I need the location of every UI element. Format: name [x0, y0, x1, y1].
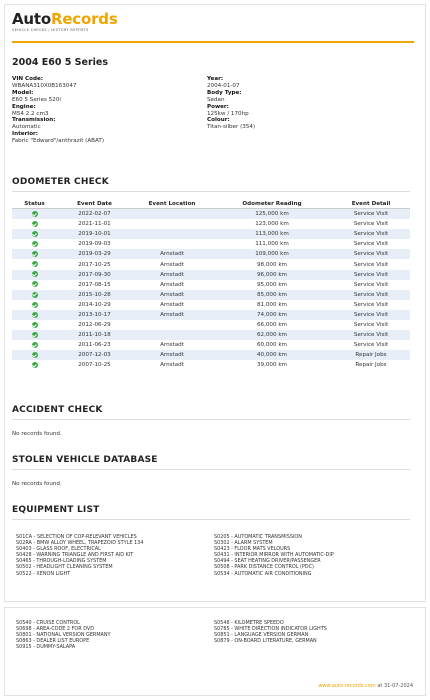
odometer-reading-cell: 125,000 km [212, 209, 332, 220]
spec-label: Engine: [12, 103, 36, 110]
odometer-reading-cell: 74,000 km [212, 310, 332, 320]
equipment-item: S0801 - NATIONAL VERSION GERMANY [16, 632, 111, 639]
equipment-section-title: EQUIPMENT LIST [12, 505, 100, 515]
check-circle-icon [32, 292, 38, 298]
event-location-cell: Arnstadt [160, 362, 184, 369]
equipment-item: S0431 - INTERIOR MIRROR WITH AUTOMATIC-DIP [214, 552, 334, 559]
equipment-list-right [214, 534, 334, 577]
status-cell [12, 229, 57, 239]
col-status: Status [12, 199, 57, 209]
report-date: at 31-07-2024 [377, 683, 413, 689]
event-detail-cell: Service Visit [332, 290, 410, 300]
check-circle-icon [32, 271, 38, 277]
equipment-item: S0698 - AREA-CODE 2 FOR DVD [16, 626, 95, 633]
equipment-item: S0428 - WARNING TRIANGLE AND FIRST AID KIT [16, 552, 134, 559]
stolen-section-title: STOLEN VEHICLE DATABASE [12, 455, 158, 465]
event-date-cell: 2015-10-28 [57, 290, 132, 300]
stolen-no-records: No records found. [12, 481, 62, 487]
odometer-reading-cell: 81,000 km [256, 301, 288, 308]
brand-name-part2: Records [50, 10, 118, 28]
spec-value: Sedan [207, 96, 225, 103]
col-event-location: Event Location [132, 199, 212, 209]
spec-value: Fabric "Edward"/anthrazit (ABAT) [12, 138, 104, 145]
equipment-item: S0879 - ON-BOARD LITERATURE, GERMAN [214, 638, 317, 645]
table-row [12, 340, 410, 350]
table-row [12, 239, 410, 249]
table-row [12, 229, 410, 239]
table-row [12, 350, 410, 360]
odometer-reading-cell: 113,000 km [212, 229, 332, 239]
table-row [12, 280, 410, 290]
event-location-cell: Arnstadt [132, 350, 212, 360]
table-row [12, 270, 410, 280]
check-circle-icon [32, 241, 38, 247]
table-row [12, 219, 410, 229]
equipment-item: S0522 - XENON LIGHT [16, 570, 71, 577]
event-date-cell: 2017-09-30 [57, 270, 132, 280]
check-circle-icon [32, 302, 38, 308]
status-cell [12, 340, 57, 350]
event-date-cell: 2022-02-07 [57, 209, 132, 220]
status-cell [12, 290, 57, 300]
spec-value: M54 2.2 cm3 [12, 110, 49, 117]
status-cell [12, 330, 57, 340]
event-date-cell: 2019-10-01 [57, 229, 132, 239]
equipment-item: S0403 - GLASS ROOF, ELECTRICAL [16, 546, 101, 553]
report-footer [318, 683, 413, 689]
status-cell [12, 270, 57, 280]
check-circle-icon [32, 342, 38, 348]
table-row [12, 249, 410, 259]
event-detail-cell: Service Visit [332, 330, 410, 340]
event-date-cell: 2013-10-17 [57, 310, 132, 320]
equipment-item: S0915 - DUMMY-SALAPA [16, 644, 76, 651]
event-location-cell: Arnstadt [160, 342, 184, 349]
event-detail-cell: Service Visit [332, 209, 410, 220]
event-date-cell: 2019-03-29 [57, 249, 132, 259]
event-location-cell: Arnstadt [132, 249, 212, 259]
equipment-item: S0302 - ALARM SYSTEM [214, 540, 273, 547]
event-location-cell [132, 229, 212, 239]
equipment-item: S0423 - FLOOR MATS VELOURS [214, 546, 291, 553]
col-odometer-reading: Odometer Reading [212, 199, 332, 209]
status-cell [12, 280, 57, 290]
event-detail-cell: Service Visit [332, 249, 410, 259]
odometer-reading-cell: 111,000 km [255, 241, 289, 248]
table-row [12, 330, 410, 340]
event-date-cell: 2012-06-29 [78, 322, 111, 329]
vehicle-title: 2004 E60 5 Series [12, 57, 109, 68]
odometer-reading-cell: 85,000 km [212, 290, 332, 300]
event-location-cell: Arnstadt [132, 290, 212, 300]
event-location-cell [132, 219, 212, 229]
spec-value: WBANA310X0B163047 [12, 82, 77, 89]
spec-value: E60 5 Series 520i [12, 96, 61, 103]
event-date-cell: 2007-12-03 [57, 350, 132, 360]
spec-label: VIN Code: [12, 76, 44, 82]
odometer-reading-cell: 40,000 km [212, 350, 332, 360]
equipment-list-left-continued [16, 620, 111, 650]
equipment-item: S0205 - AUTOMATIC TRANSMISSION [214, 534, 302, 540]
spec-value: 2004-01-07 [207, 82, 240, 89]
check-circle-icon [32, 211, 38, 217]
odometer-reading-cell: 98,000 km [256, 261, 288, 268]
check-circle-icon [32, 221, 38, 227]
spec-label: Interior: [12, 131, 39, 138]
status-cell [12, 350, 57, 360]
table-row [12, 209, 410, 220]
status-cell [12, 310, 57, 320]
table-row [12, 320, 410, 330]
event-detail-cell: Service Visit [353, 261, 389, 268]
table-row [12, 360, 410, 370]
equipment-item: S0534 - AUTOMATIC AIR CONDITIONING [214, 570, 312, 577]
check-circle-icon [32, 322, 38, 328]
equipment-item: S0502 - HEADLIGHT CLEANING SYSTEM [16, 564, 113, 571]
event-location-cell [132, 209, 212, 220]
table-row [12, 300, 410, 310]
brand-name-part1: Auto [12, 10, 51, 28]
brand-tagline: VEHICLE CHECKS / HISTORY REPORTS [12, 28, 89, 32]
report-header [12, 11, 414, 43]
event-detail-cell: Service Visit [353, 301, 389, 308]
event-detail-cell: Service Visit [353, 221, 389, 228]
status-cell [12, 249, 57, 259]
site-link[interactable]: www.auto-records.com [318, 683, 376, 689]
event-date-cell: 2017-08-15 [78, 281, 111, 288]
spec-label: Body Type: [207, 89, 242, 96]
table-row [12, 259, 410, 269]
odometer-reading-cell: 39,000 km [256, 362, 288, 369]
status-cell [12, 300, 57, 310]
event-detail-cell: Service Visit [353, 322, 389, 329]
equipment-item: S0851 - LANGUAGE VERSION GERMAN [214, 632, 309, 639]
accident-no-records: No records found. [12, 431, 62, 437]
brand-logo[interactable] [12, 11, 414, 27]
spec-label: Power: [207, 103, 229, 110]
divider [12, 469, 410, 470]
event-location-cell [132, 239, 212, 249]
event-detail-cell: Service Visit [332, 270, 410, 280]
event-date-cell: 2017-10-25 [78, 261, 111, 268]
event-detail-cell: Service Visit [332, 229, 410, 239]
status-cell [12, 209, 57, 220]
divider [12, 419, 410, 420]
status-cell [12, 360, 57, 370]
odometer-reading-cell: 109,000 km [212, 249, 332, 259]
spec-value: Titan-silber (354) [207, 124, 256, 131]
check-circle-icon [32, 231, 38, 237]
col-event-detail: Event Detail [332, 199, 410, 209]
odometer-reading-cell: 62,000 km [212, 330, 332, 340]
event-location-cell: Arnstadt [132, 270, 212, 280]
event-detail-cell: Service Visit [353, 281, 389, 288]
check-circle-icon [32, 281, 38, 287]
status-cell [12, 320, 57, 330]
event-detail-cell: Repair Jobs [355, 362, 387, 369]
col-event-date: Event Date [57, 199, 132, 209]
equipment-list-right-continued [214, 620, 327, 644]
event-location-cell [132, 330, 212, 340]
event-location-cell: Arnstadt [132, 310, 212, 320]
table-row [12, 290, 410, 300]
spec-label: Model: [12, 89, 34, 96]
event-location-cell [132, 320, 212, 330]
table-header-row [12, 199, 410, 209]
vehicle-specs-right [207, 76, 255, 131]
accident-section-title: ACCIDENT CHECK [12, 405, 103, 415]
event-detail-cell: Service Visit [353, 241, 389, 248]
vehicle-specs-left [12, 76, 104, 145]
odometer-reading-cell: 95,000 km [256, 281, 288, 288]
check-circle-icon [32, 362, 38, 368]
check-circle-icon [32, 251, 38, 257]
odometer-table-body [12, 209, 410, 371]
event-date-cell: 2011-06-23 [78, 342, 111, 349]
spec-label: Transmission: [12, 117, 56, 124]
event-date-cell: 2011-10-18 [57, 330, 132, 340]
spec-value: Automatic [12, 124, 41, 131]
equipment-item: S0548 - KILOMETRE SPEEDO [214, 620, 284, 626]
odometer-reading-cell: 96,000 km [212, 270, 332, 280]
check-circle-icon [32, 352, 38, 358]
spec-label: Colour: [207, 117, 230, 124]
event-detail-cell: Service Visit [332, 310, 410, 320]
event-location-cell: Arnstadt [160, 301, 184, 308]
equipment-item: S0785 - WHITE DIRECTION INDICATOR LIGHTS [214, 626, 327, 633]
event-date-cell: 2007-10-25 [78, 362, 111, 369]
equipment-item: S0465 - THROUGH-LOADING SYSTEM [16, 558, 107, 565]
event-location-cell: Arnstadt [160, 281, 184, 288]
event-date-cell: 2019-09-03 [78, 241, 111, 248]
equipment-list-left [16, 534, 143, 577]
odometer-reading-cell: 66,000 km [256, 322, 288, 329]
divider [12, 191, 410, 192]
spec-label: Year: [207, 76, 224, 82]
odometer-reading-cell: 123,000 km [255, 221, 289, 228]
table-row [12, 310, 410, 320]
event-location-cell: Arnstadt [160, 261, 184, 268]
equipment-item: S0494 - SEAT HEATING DRIVER/PASSENGER [214, 558, 321, 565]
odometer-table [12, 199, 410, 371]
event-detail-cell: Service Visit [353, 342, 389, 349]
status-cell [12, 239, 57, 249]
status-cell [12, 219, 57, 229]
odometer-section-title: ODOMETER CHECK [12, 177, 109, 187]
check-circle-icon [32, 261, 38, 267]
status-cell [12, 259, 57, 269]
check-circle-icon [32, 332, 38, 338]
equipment-item: S0863 - DEALER LIST EUROPE [16, 638, 90, 645]
equipment-item: S0540 - CRUISE CONTROL [16, 620, 80, 626]
event-date-cell: 2021-11-01 [78, 221, 111, 228]
check-circle-icon [32, 312, 38, 318]
spec-value: 125kw / 170hp [207, 110, 249, 117]
odometer-reading-cell: 60,000 km [256, 342, 288, 349]
event-detail-cell: Repair Jobs [332, 350, 410, 360]
equipment-item: S01CA - SELECTION OF COP-RELEVANT VEHICLES [16, 534, 137, 540]
divider [12, 519, 410, 520]
equipment-item: S0508 - PARK DISTANCE CONTROL (PDC) [214, 564, 314, 571]
event-date-cell: 2014-10-29 [78, 301, 111, 308]
equipment-item: S02RA - BMW ALLOY WHEEL, TRAPEZOID STYLE 134 [16, 540, 144, 547]
